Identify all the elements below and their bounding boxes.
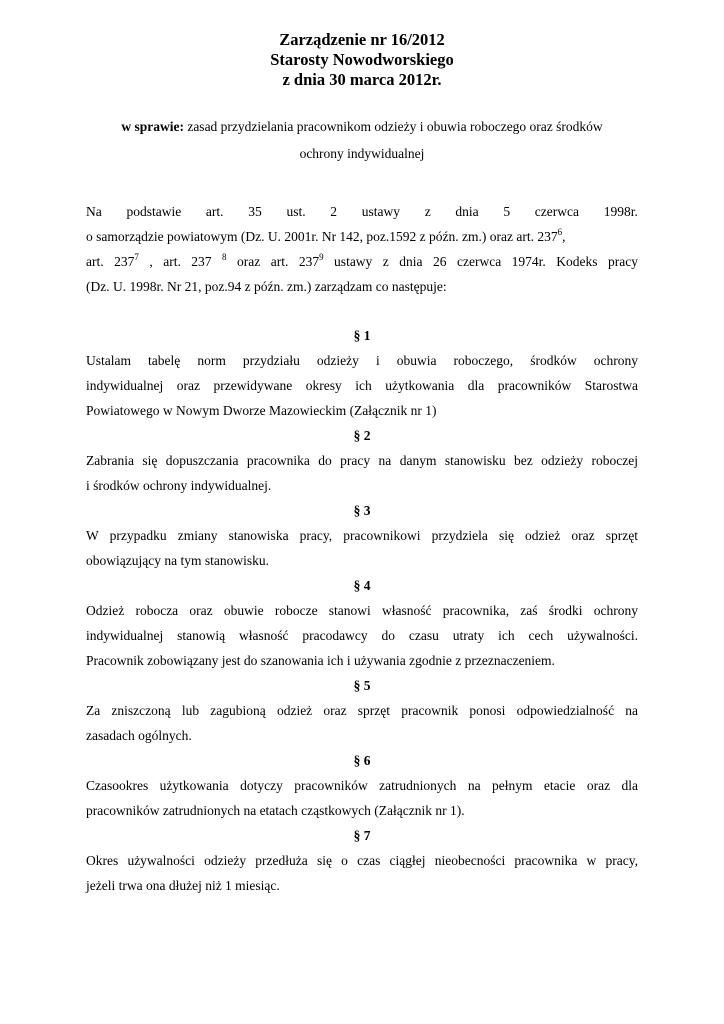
subject-line-2: ochrony indywidualnej bbox=[299, 146, 425, 161]
intro-word: 2 bbox=[330, 204, 338, 219]
title-line-1: Zarządzenie nr 16/2012 bbox=[279, 30, 445, 49]
intro-line-1 bbox=[86, 199, 638, 224]
section-heading: § 7 bbox=[353, 828, 371, 843]
section-paragraph bbox=[86, 848, 638, 898]
section-line: obowiązujący na tym stanowisku. bbox=[86, 553, 269, 568]
section-line: Pracownik zobowiązany jest do szanowania ich i używania zgodnie z przeznaczeniem. bbox=[86, 653, 555, 668]
subject-line-1 bbox=[86, 113, 638, 140]
intro-line-3: art. $237^7$ , art. 237 $^8$ oraz art. $237^9$ ustawy z dnia 26 czerwca 1974r. Kodeks pracy bbox=[86, 252, 638, 269]
intro-line-2: o samorządzie powiatowym (Dz. U. 2001r. Nr 142, poz.1592 z późn. zm.) oraz art. $237^6$, bbox=[86, 227, 566, 244]
section-line: Odzież robocza oraz obuwie robocze stanowi własność pracownika, zaś środki ochrony bbox=[86, 603, 638, 618]
section-paragraph bbox=[86, 698, 638, 748]
intro-word: Na bbox=[86, 204, 102, 219]
intro-word: czerwca bbox=[534, 204, 580, 219]
document-title bbox=[86, 30, 638, 90]
sections-list bbox=[86, 323, 638, 898]
section-line: zasadach ogólnych. bbox=[86, 728, 192, 743]
intro-word: 1998r. bbox=[603, 204, 638, 219]
intro-word: art. bbox=[205, 204, 224, 219]
intro-word: 5 bbox=[503, 204, 511, 219]
intro-paragraph bbox=[86, 199, 638, 299]
section-paragraph bbox=[86, 523, 638, 573]
intro-word: ust. bbox=[286, 204, 306, 219]
section-line: indywidualnej stanowią własność pracodawcy do czasu utraty ich cech używalności. bbox=[86, 628, 638, 643]
section-heading: § 4 bbox=[353, 578, 371, 593]
section-line: Okres używalności odzieży przedłuża się o czas ciągłej nieobecności pracownika w pracy, bbox=[86, 853, 638, 868]
section-line: Zabrania się dopuszczania pracownika do pracy na danym stanowisku bez odzieży roboczej bbox=[86, 453, 638, 468]
subject-label: w sprawie: bbox=[121, 119, 184, 134]
intro-word: dnia bbox=[455, 204, 479, 219]
section-heading: § 3 bbox=[353, 503, 371, 518]
subject-block bbox=[86, 113, 638, 167]
intro-word: ustawy bbox=[361, 204, 400, 219]
section-line: W przypadku zmiany stanowiska pracy, pracownikowi przydziela się odzież oraz sprzęt bbox=[86, 528, 638, 543]
intro-line-4: (Dz. U. 1998r. Nr 21, poz.94 z późn. zm.) zarządzam co następuje: bbox=[86, 279, 447, 294]
subject-text-1: zasad przydzielania pracownikom odzieży i obuwia roboczego oraz środków bbox=[183, 119, 603, 134]
section-paragraph bbox=[86, 598, 638, 673]
section-line: pracowników zatrudnionych na etatach cząstkowych (Załącznik nr 1). bbox=[86, 803, 465, 818]
section-paragraph bbox=[86, 773, 638, 823]
intro-word: 35 bbox=[248, 204, 262, 219]
title-line-3: z dnia 30 marca 2012r. bbox=[282, 70, 442, 89]
section-heading: § 1 bbox=[353, 328, 371, 343]
section-line: Za zniszczoną lub zagubioną odzież oraz sprzęt pracownik ponosi odpowiedzialność na bbox=[86, 703, 638, 718]
section-line: jeżeli trwa ona dłużej niż 1 miesiąc. bbox=[86, 878, 280, 893]
intro-word: z bbox=[424, 204, 431, 219]
section-heading: § 2 bbox=[353, 428, 371, 443]
section-paragraph bbox=[86, 348, 638, 423]
section-line: Ustalam tabelę norm przydziału odzieży i obuwia roboczego, środków ochrony bbox=[86, 353, 638, 368]
intro-word: podstawie bbox=[126, 204, 182, 219]
title-line-2: Starosty Nowodworskiego bbox=[270, 50, 454, 69]
section-heading: § 6 bbox=[353, 753, 371, 768]
section-heading: § 5 bbox=[353, 678, 371, 693]
section-line: Powiatowego w Nowym Dworze Mazowieckim (Załącznik nr 1) bbox=[86, 403, 437, 418]
section-line: i środków ochrony indywidualnej. bbox=[86, 478, 272, 493]
section-line: indywidualnej oraz przewidywane okresy ich użytkowania dla pracowników Starostwa bbox=[86, 378, 638, 393]
section-line: Czasookres użytkowania dotyczy pracowników zatrudnionych na pełnym etacie oraz dla bbox=[86, 778, 638, 793]
section-paragraph bbox=[86, 448, 638, 498]
document-page bbox=[86, 30, 638, 898]
